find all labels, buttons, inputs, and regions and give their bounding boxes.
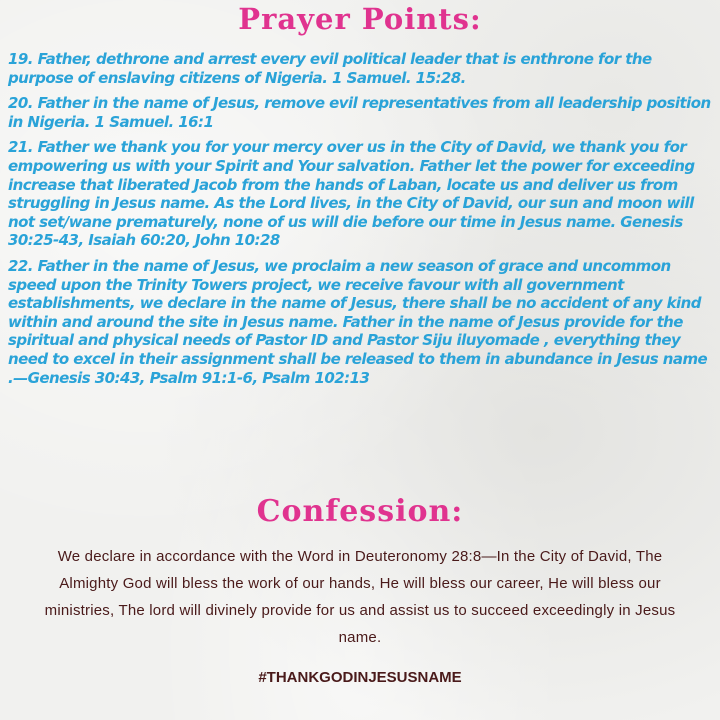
prayer-point-19: 19. Father, dethrone and arrest every evil political leader that is enthrone for the purpose of enslaving citizens of Nigeria. 1 Samuel. 15:28.: [8, 50, 652, 87]
confession-heading: Confession:: [256, 494, 464, 529]
prayer-point-22: 22. Father in the name of Jesus, we proclaim a new season of grace and uncommon speed upon the Trinity Towers project, we receive favour with all government establishments, we declare in the name of Jesus, there shall be no accident of any kind within and around the site in Jesus name. Father in the name of Jesus provide for the spiritual and physical needs of Pastor ID and Pastor Siju iluyomade , everything they need to excel in their assignment shall be released to them in abundance in Jesus name .—Genesis 30:43, Psalm 91:1-6, Psalm 102:13: [8, 256, 708, 387]
hashtag: #THANKGODINJESUSNAME: [258, 669, 462, 686]
confession-text: We declare in accordance with the Word in Deuteronomy 28:8—In the City of David, The Almighty God will bless the work of our hands, He will bless our career, He will bless our ministries, The lord will divinely provide for us and assist us to succeed exceedingly in Jesus name.: [44, 548, 676, 646]
prayer-points-heading: Prayer Points:: [238, 2, 482, 36]
prayer-point-21: 21. Father we thank you for your mercy over us in the City of David, we thank you for empowering us with your Spirit and Your salvation. Father let the power for exceeding increase that liberated Jacob from the hands of Laban, locate us and deliver us from struggling in Jesus name. As the Lord lives, in the City of David, our sun and moon will not set/wane prematurely, none of us will die before our time in Jesus name. Genesis 30:25-43, Isaiah 60:20, John 10:28: [8, 138, 695, 250]
prayer-point-20: 20. Father in the name of Jesus, remove evil representatives from all leadership position in Nigeria. 1 Samuel. 16:1: [8, 94, 711, 131]
prayer-points-list: [8, 50, 714, 394]
